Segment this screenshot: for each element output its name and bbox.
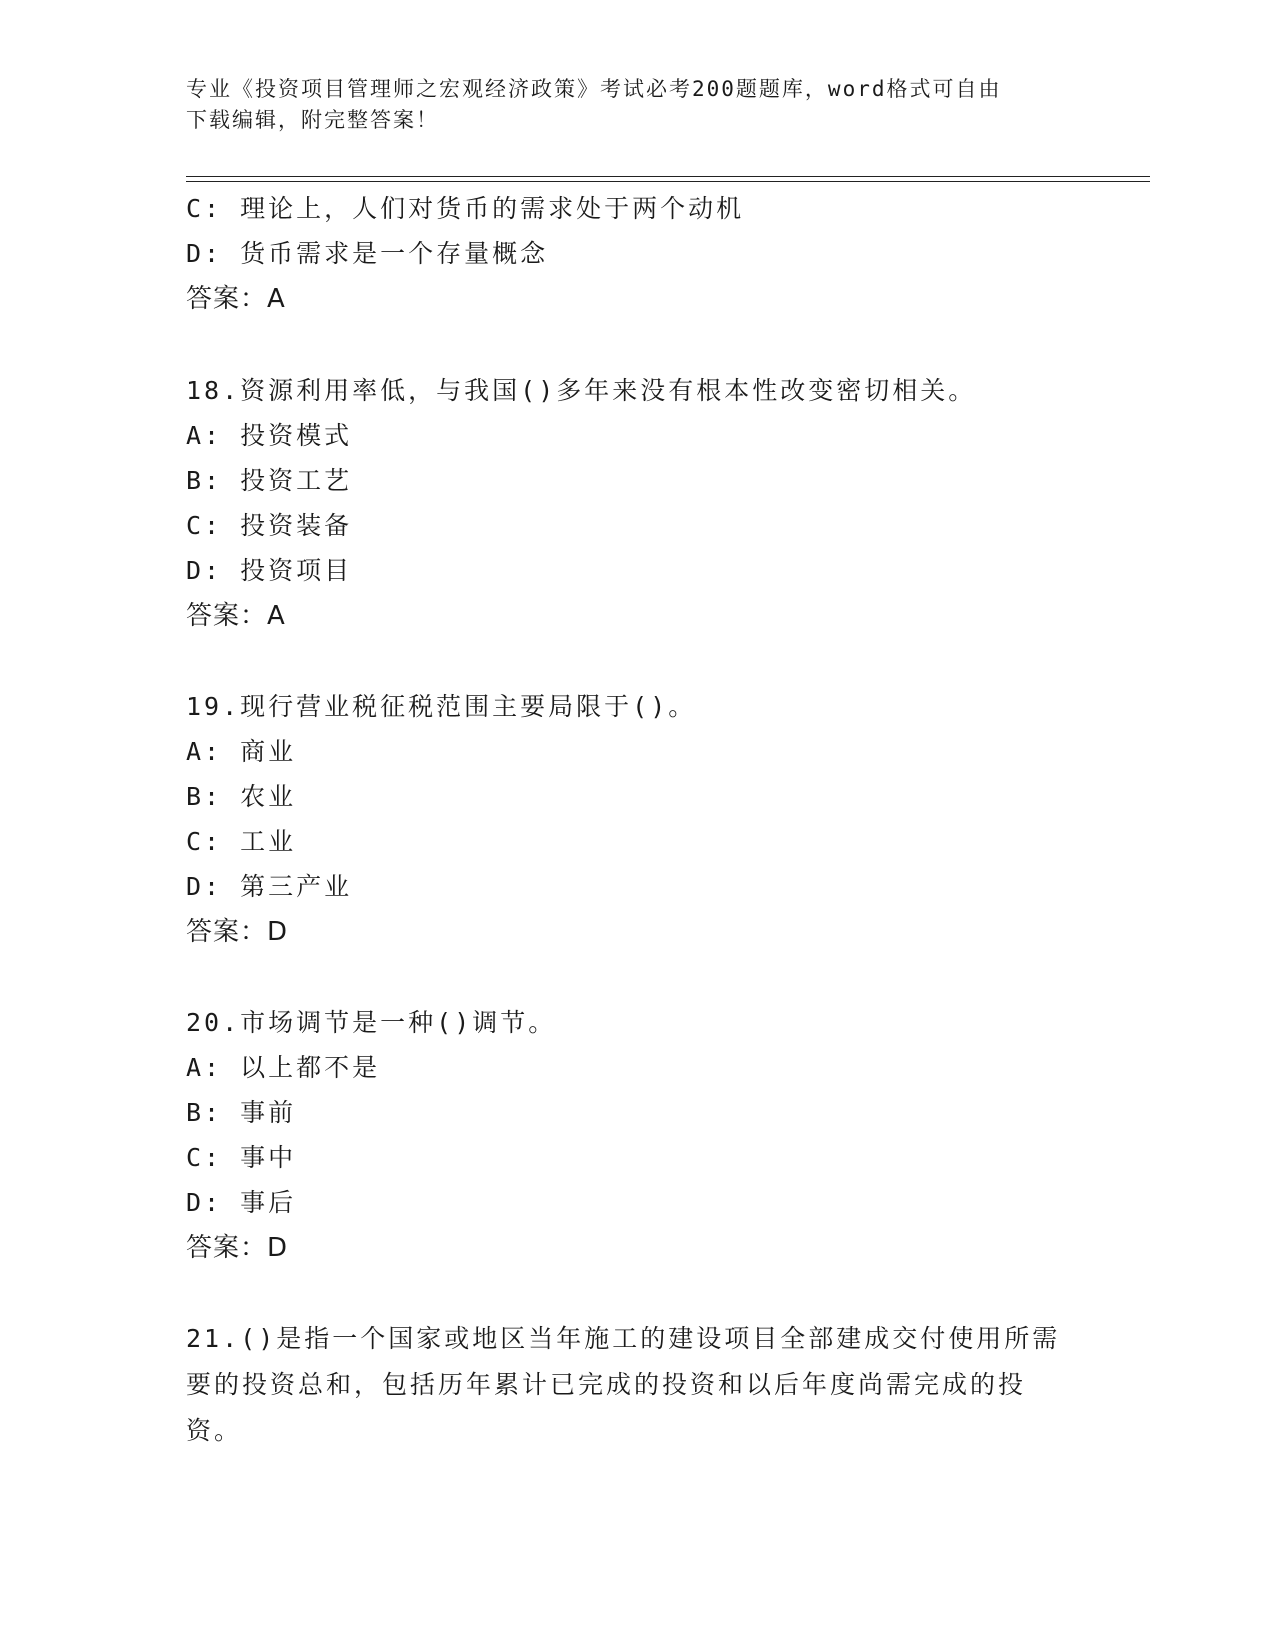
q20-option-d: D: 事后 (186, 1188, 297, 1217)
q19-option-b: B: 农业 (186, 782, 297, 811)
header-line-1: 专业《投资项目管理师之宏观经济政策》考试必考200题题库，word格式可自由 (186, 77, 1002, 101)
q17-option-c: C: 理论上，人们对货币的需求处于两个动机 (186, 194, 745, 223)
q19-option-a: A: 商业 (186, 737, 297, 766)
q21-question-line-1: 21.()是指一个国家或地区当年施工的建设项目全部建成交付使用所需 (186, 1324, 1061, 1353)
q21-question-line-3: 资。 (186, 1416, 243, 1445)
q17-option-d: D: 货币需求是一个存量概念 (186, 239, 549, 268)
q18-question: 18.资源利用率低，与我国()多年来没有根本性改变密切相关。 (186, 376, 977, 405)
q20-option-c: C: 事中 (186, 1143, 297, 1172)
q19-option-d: D: 第三产业 (186, 872, 353, 901)
q18-option-b: B: 投资工艺 (186, 466, 353, 495)
header-line-2: 下载编辑，附完整答案！ (186, 108, 439, 132)
q18-option-a: A: 投资模式 (186, 421, 353, 450)
q18-option-d: D: 投资项目 (186, 556, 353, 585)
q17-answer: 答案：A (186, 284, 286, 314)
header-divider-top (186, 176, 1150, 177)
q20-question: 20.市场调节是一种()调节。 (186, 1008, 557, 1037)
q20-option-b: B: 事前 (186, 1098, 297, 1127)
q19-answer: 答案：D (186, 917, 289, 947)
q21-question-line-2: 要的投资总和，包括历年累计已完成的投资和以后年度尚需完成的投 (186, 1370, 1027, 1399)
q21-question (186, 1316, 1086, 1454)
q19-question: 19.现行营业税征税范围主要局限于()。 (186, 692, 697, 721)
document-header (186, 74, 1066, 136)
q20-answer: 答案：D (186, 1233, 289, 1263)
q19-option-c: C: 工业 (186, 827, 297, 856)
header-divider-bottom (186, 181, 1150, 182)
q20-option-a: A: 以上都不是 (186, 1053, 381, 1082)
q18-option-c: C: 投资装备 (186, 511, 353, 540)
q18-answer: 答案：A (186, 601, 286, 631)
